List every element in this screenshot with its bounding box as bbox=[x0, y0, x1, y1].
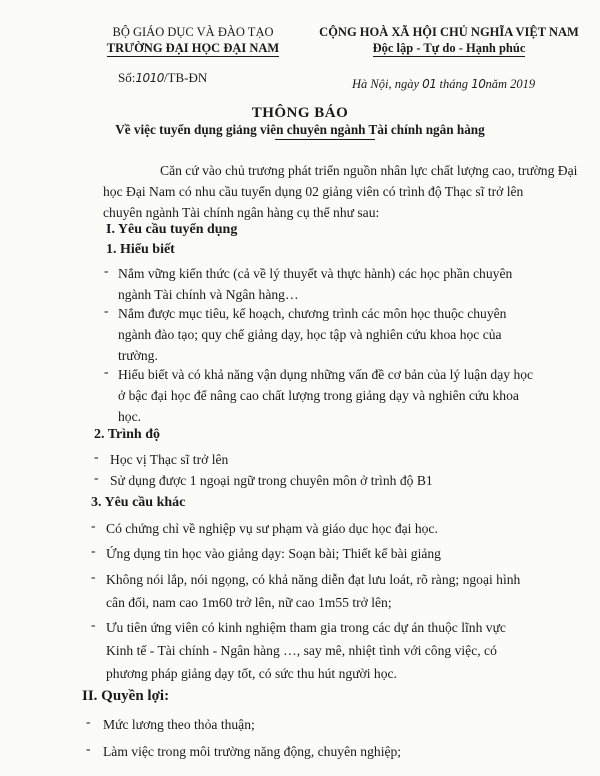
section-2-heading: II. Quyền lợi: bbox=[82, 688, 170, 704]
date-day-handwritten: 01 bbox=[422, 77, 437, 91]
document-number bbox=[118, 70, 207, 86]
list-item-line: Nắm được mục tiêu, kế hoạch, chương trình các môn học thuộc chuyên bbox=[118, 306, 507, 321]
university-name: TRƯỜNG ĐẠI HỌC ĐẠI NAM bbox=[106, 41, 280, 55]
date-mid: tháng bbox=[439, 77, 469, 91]
intro-line-3: chuyên ngành Tài chính ngân hàng cụ thể như sau: bbox=[103, 205, 380, 220]
list-item-line: Mức lương theo thỏa thuận; bbox=[103, 717, 255, 732]
bullet-dash: - bbox=[94, 449, 99, 464]
list-item-line: Ưu tiên ứng viên có kinh nghiệm tham gia trong các dự án thuộc lĩnh vực bbox=[106, 620, 506, 635]
bullet-dash: - bbox=[91, 569, 96, 584]
document-date bbox=[352, 77, 535, 92]
document-number-suffix: /TB-ĐN bbox=[163, 70, 208, 85]
bullet-dash: - bbox=[104, 263, 109, 278]
document-title: THÔNG BÁO bbox=[251, 105, 349, 121]
bullet-dash: - bbox=[91, 518, 96, 533]
national-motto: Độc lập - Tự do - Hạnh phúc bbox=[372, 41, 526, 55]
subsection-1-heading: 1. Hiểu biết bbox=[106, 242, 175, 257]
document-number-handwritten: 1010 bbox=[135, 71, 164, 85]
list-item-line: Làm việc trong môi trường năng động, chuyên nghiệp; bbox=[103, 744, 402, 759]
list-item-line: học. bbox=[118, 409, 142, 424]
document-number-prefix: Số: bbox=[118, 70, 136, 85]
list-item-line: Học vị Thạc sĩ trở lên bbox=[110, 452, 229, 467]
republic-name: CỘNG HOÀ XÃ HỘI CHỦ NGHĨA VIỆT NAM bbox=[319, 25, 579, 39]
intro-line-2: học Đại Nam có nhu cầu tuyển dụng 02 giảng viên có trình độ Thạc sĩ trở lên bbox=[103, 184, 524, 199]
national-heading bbox=[298, 24, 600, 56]
list-item-line: Nắm vững kiến thức (cả về lý thuyết và thực hành) các học phần chuyên bbox=[118, 266, 513, 281]
subtitle-underline bbox=[275, 139, 375, 140]
list-item-line: ngành đào tạo; quy chế giảng dạy, học tập và nghiên cứu khoa học của bbox=[118, 327, 502, 342]
list-item-line: trường. bbox=[118, 348, 158, 363]
bullet-dash: - bbox=[104, 364, 109, 379]
bullet-dash: - bbox=[86, 714, 91, 729]
ministry-name: BỘ GIÁO DỤC VÀ ĐÀO TẠO bbox=[112, 25, 274, 39]
list-item-line: ở bậc đại học để nâng cao chất lượng trong giảng dạy và nghiên cứu khoa bbox=[118, 388, 519, 403]
list-item-line: Không nói lắp, nói ngọng, có khả năng diễn đạt lưu loát, rõ ràng; ngoại hình bbox=[106, 572, 521, 587]
bullet-dash: - bbox=[91, 617, 96, 632]
intro-line-1: Căn cứ vào chủ trương phát triển nguồn nhân lực chất lượng cao, trường Đại bbox=[160, 163, 578, 178]
issuer-block bbox=[103, 24, 283, 56]
list-item-line: Hiểu biết và có khả năng vận dụng những vấn đề cơ bản của lý luận dạy học bbox=[118, 367, 534, 382]
list-item-line: ngành Tài chính và Ngân hàng… bbox=[118, 287, 299, 302]
bullet-dash: - bbox=[91, 543, 96, 558]
list-item-line: Có chứng chỉ về nghiệp vụ sư phạm và giáo dục học đại học. bbox=[106, 521, 438, 536]
document-subtitle: Về việc tuyển dụng giảng viên chuyên ngành Tài chính ngân hàng bbox=[115, 122, 485, 137]
list-item-line: phương pháp giảng dạy tốt, có sức thu hút người học. bbox=[106, 666, 397, 681]
date-month-handwritten: 10 bbox=[471, 77, 486, 91]
list-item-line: cân đối, nam cao 1m60 trở lên, nữ cao 1m55 trở lên; bbox=[106, 595, 392, 610]
bullet-dash: - bbox=[104, 303, 109, 318]
list-item-line: Kinh tế - Tài chính - Ngân hàng …, say mê, nhiệt tình với công việc, có bbox=[106, 643, 497, 658]
list-item-line: Sử dụng được 1 ngoại ngữ trong chuyên môn ở trình độ B1 bbox=[110, 473, 433, 488]
list-item-line: Ứng dụng tin học vào giảng dạy: Soạn bài; Thiết kế bài giảng bbox=[106, 546, 441, 561]
bullet-dash: - bbox=[94, 470, 99, 485]
subsection-3-heading: 3. Yêu cầu khác bbox=[91, 495, 186, 510]
date-prefix: Hà Nội, ngày bbox=[352, 77, 420, 91]
date-suffix: năm 2019 bbox=[485, 77, 536, 91]
section-1-heading: I. Yêu cầu tuyển dụng bbox=[106, 222, 238, 237]
subsection-2-heading: 2. Trình độ bbox=[94, 427, 161, 442]
bullet-dash: - bbox=[86, 741, 91, 756]
